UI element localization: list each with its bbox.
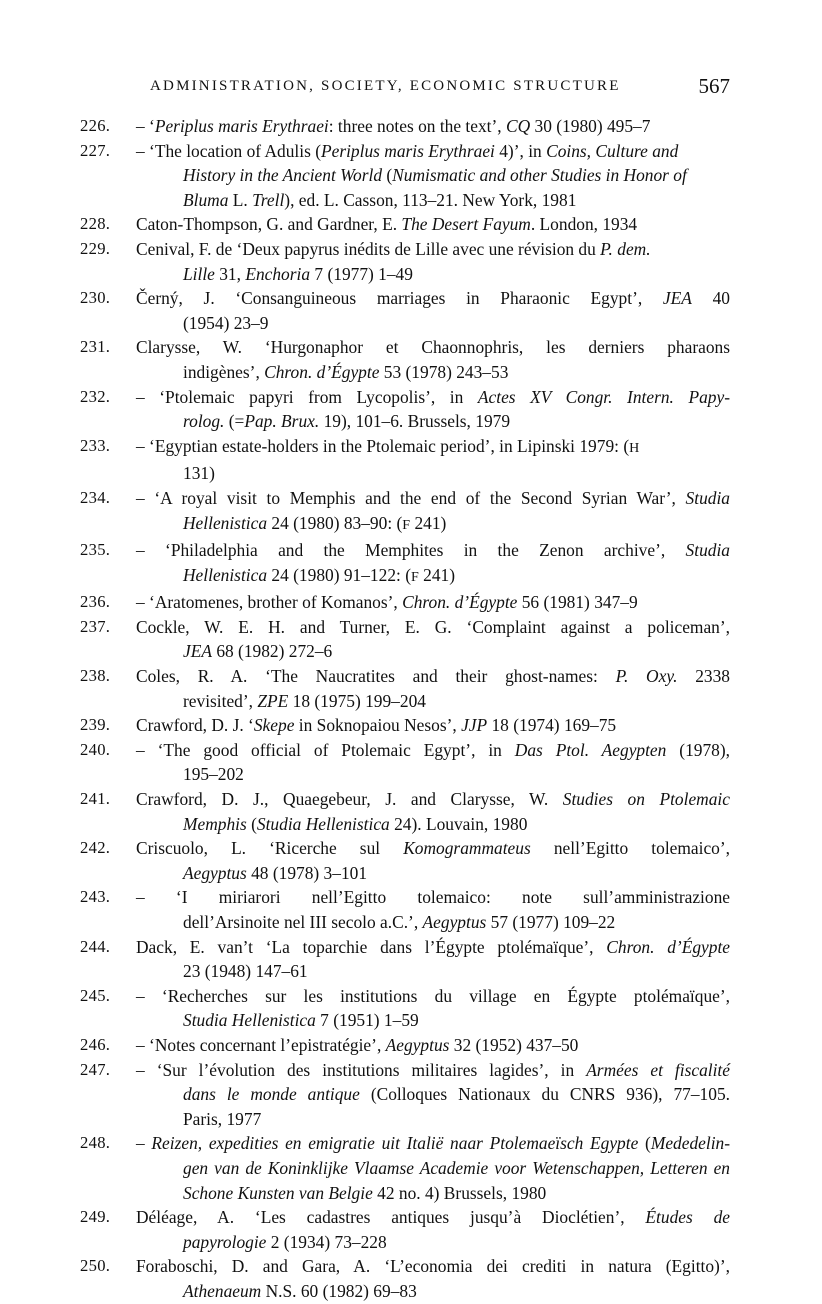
entry-continuation-line (136, 1279, 730, 1304)
entry-text: – ‘Aratomenes, brother of Komanos’, (136, 592, 403, 613)
entry-text: 241) (410, 512, 447, 533)
entry-continuation-line (136, 262, 730, 287)
italic-title: Études de (645, 1207, 730, 1228)
entry-number: 246. (80, 1034, 111, 1054)
entry-line (136, 139, 730, 164)
entry-continuation-line (136, 563, 730, 591)
entry-text: 7 (1977) 1–49 (310, 263, 413, 284)
entry-text: 241) (418, 564, 456, 585)
italic-title: Periplus maris Erythraei (154, 116, 329, 136)
entry-line (136, 286, 730, 311)
entry-text: Criscuolo, L. ‘Ricerche sul (136, 838, 404, 859)
entry-text: 4)’, in (494, 140, 547, 161)
italic-title: Aegyptus (422, 912, 487, 932)
entry-text: dell’Arsinoite nel III secolo a.C.’, (183, 912, 423, 932)
entry-line (136, 212, 730, 237)
entry-continuation-line (136, 861, 730, 886)
entry-line (136, 1131, 730, 1156)
entry-text: 195–202 (183, 764, 244, 785)
entry-text: 32 (1952) 437–50 (449, 1034, 579, 1055)
entry-text: Cockle, W. E. H. and Turner, E. G. ‘Complaint against a policeman’, (136, 616, 730, 637)
bibliography-entry (80, 590, 730, 615)
italic-title: Studia (685, 487, 730, 508)
entry-text: Crawford, D. J., Quaegebeur, J. and Clarysse, W. (136, 789, 563, 810)
entry-text: 131) (183, 463, 215, 484)
bibliography-entry (80, 385, 730, 434)
entry-text: Caton-Thompson, G. and Gardner, E. (136, 214, 402, 235)
entry-text: ( (246, 813, 257, 834)
bibliography-entry (80, 1033, 730, 1058)
entry-number: 226. (80, 116, 111, 135)
entry-text: – ‘Ptolemaic papyri from Lycopolis’, in (136, 386, 478, 407)
entry-text: 24 (1980) 91–122: ( (267, 564, 411, 585)
entry-line (136, 335, 730, 360)
italic-title: JEA (662, 288, 692, 309)
entry-line (136, 615, 730, 640)
entry-text: revisited’, (183, 690, 258, 711)
entry-text: 68 (1982) 272–6 (211, 641, 333, 662)
entry-line (136, 713, 730, 738)
entry-number: 249. (80, 1207, 111, 1227)
entry-text: 30 (1980) 495–7 (530, 116, 651, 136)
bibliography-entry (80, 538, 730, 590)
bibliography-entry (80, 787, 730, 836)
entry-line (136, 486, 730, 511)
entry-text: (1978), (666, 739, 730, 760)
entry-number: 231. (80, 337, 111, 357)
entry-number: 230. (80, 288, 111, 308)
italic-title: Mededelin- (650, 1133, 731, 1154)
entry-text: (Colloques Nationaux du CNRS 936), 77–105. (359, 1084, 730, 1105)
entry-text: – ‘Recherches sur les institutions du village en Égypte ptolémaïque’, (136, 985, 730, 1006)
entry-line (136, 538, 730, 563)
italic-title: papyrologie (183, 1231, 267, 1252)
entry-number: 229. (80, 238, 111, 258)
entry-continuation-line (136, 689, 730, 714)
italic-title: Hellenistica (183, 512, 268, 533)
bibliography-entry (80, 434, 730, 486)
entry-continuation-line (136, 762, 730, 787)
entry-continuation-line (136, 1008, 730, 1033)
entry-number: 232. (80, 386, 111, 406)
italic-title: Athenaeum (183, 1280, 262, 1301)
entry-text: 42 no. 4) Brussels, 1980 (372, 1182, 547, 1203)
entry-number: 228. (80, 214, 111, 234)
entry-line (136, 114, 730, 139)
entry-text: 24). Louvain, 1980 (389, 813, 528, 834)
entry-continuation-line (136, 812, 730, 837)
entry-text: – ‘A royal visit to Memphis and the end of the Second Syrian War’, (136, 487, 686, 508)
entry-text: – ‘The good official of Ptolemaic Egypt’, in (136, 739, 515, 760)
entry-continuation-line (136, 1107, 730, 1132)
entry-text: 18 (1974) 169–75 (487, 715, 617, 736)
entry-text: ( (382, 165, 393, 186)
bibliography-entry (80, 286, 730, 335)
small-caps-ref: F (411, 569, 419, 585)
entry-text: Déléage, A. ‘Les cadastres antiques jusqu’à Dioclétien’, (136, 1207, 646, 1228)
entry-number: 250. (80, 1256, 111, 1276)
bibliography-entry (80, 836, 730, 885)
bibliography-entry (80, 486, 730, 538)
italic-title: Reizen, expedities en emigratie uit Italië naar Ptolemaeïsch Egypte (151, 1133, 639, 1154)
entry-text: ), ed. L. Casson, 113–21. New York, 1981 (284, 189, 577, 210)
entry-text: – ‘I miriarori nell’Egitto tolemaico: note sull’amministrazione (136, 887, 730, 908)
bibliography-entry (80, 114, 730, 139)
italic-title: Schone Kunsten van Belgie (183, 1182, 373, 1203)
entry-number: 242. (80, 838, 111, 858)
italic-title: Numismatic and other Studies in Honor of (392, 165, 687, 186)
italic-title: Bluma (183, 189, 229, 210)
entry-text: Cenival, F. de ‘Deux papyrus inédits de Lille avec une révision du (136, 238, 601, 259)
entry-text: 53 (1978) 243–53 (379, 361, 509, 382)
italic-title: Studia Hellenistica (183, 1010, 316, 1031)
italic-title: Chron. d’Égypte (264, 361, 380, 382)
entry-text: 57 (1977) 109–22 (486, 912, 616, 932)
entry-text: 2338 (677, 666, 730, 687)
entry-number: 234. (80, 487, 111, 507)
entry-line (136, 1254, 730, 1279)
italic-title: Armées et fiscalité (586, 1059, 730, 1080)
page-number: 567 (698, 74, 730, 98)
entry-continuation-line (136, 1082, 730, 1107)
italic-title: Aegyptus (385, 1034, 450, 1055)
entry-text: Coles, R. A. ‘The Naucratites and their ghost-names: (136, 666, 616, 687)
italic-title: Das Ptol. Aegypten (514, 739, 667, 760)
italic-title: Periplus maris Erythraei (320, 140, 495, 161)
italic-title: Actes XV Congr. Intern. Papy- (477, 386, 730, 407)
italic-title: Komogrammateus (403, 838, 531, 859)
entry-number: 244. (80, 936, 111, 956)
entry-line (136, 1205, 730, 1230)
bibliography-entry (80, 335, 730, 384)
entry-text: – (136, 1133, 152, 1154)
entry-continuation-line (136, 360, 730, 385)
italic-title: Hellenistica (183, 564, 268, 585)
entry-line (136, 885, 730, 910)
entry-text: – ‘Sur l’évolution des institutions militaires lagides’, in (136, 1059, 587, 1080)
italic-title: Lille (183, 263, 215, 284)
entry-number: 236. (80, 592, 111, 612)
entry-number: 239. (80, 715, 111, 735)
entry-text: : three notes on the text’, (328, 116, 506, 136)
entry-text: L. (228, 189, 253, 210)
entry-line (136, 1058, 730, 1083)
entry-line (136, 590, 730, 615)
entry-text: 31, (214, 263, 246, 284)
entry-continuation-line (136, 910, 730, 935)
entry-text: in Soknopaiou Nesos’, (294, 715, 462, 736)
entry-number: 233. (80, 435, 111, 455)
entry-line (136, 1033, 730, 1058)
entry-line (136, 237, 730, 262)
bibliography-entry (80, 139, 730, 213)
entry-text: Crawford, D. J. ‘ (136, 715, 254, 736)
entry-number: 240. (80, 739, 111, 759)
entry-text: (1954) 23–9 (183, 312, 269, 333)
italic-title: Aegyptus (183, 862, 247, 883)
entry-text: ( (638, 1133, 651, 1154)
entry-number: 247. (80, 1059, 111, 1079)
entry-text: . London, 1934 (530, 214, 638, 235)
entry-text: 56 (1981) 347–9 (517, 592, 638, 613)
entry-line (136, 836, 730, 861)
entry-text: indigènes’, (183, 361, 265, 382)
italic-title: Studia Hellenistica (256, 813, 390, 834)
entry-continuation-line (136, 461, 730, 486)
entry-continuation-line (136, 1230, 730, 1255)
italic-title: Studies on Ptolemaic (562, 789, 730, 810)
entry-text: (= (224, 411, 245, 432)
italic-title: Chron. d’Égypte (606, 936, 730, 957)
entry-line (136, 664, 730, 689)
running-title: ADMINISTRATION, SOCIETY, ECONOMIC STRUCTURE (150, 78, 621, 94)
italic-title: P. Oxy. (615, 666, 678, 687)
italic-title: JJP (461, 715, 488, 736)
entry-text: Foraboschi, D. and Gara, A. ‘L’economia dei crediti in natura (Egitto)’, (136, 1256, 730, 1277)
entry-number: 227. (80, 140, 111, 160)
entry-continuation-line (136, 639, 730, 664)
italic-title: dans le monde antique (183, 1084, 360, 1105)
entry-number: 238. (80, 666, 111, 686)
entry-continuation-line (136, 188, 730, 213)
entry-continuation-line (136, 311, 730, 336)
entry-continuation-line (136, 409, 730, 434)
entry-line (136, 935, 730, 960)
entry-line (136, 385, 730, 410)
entry-number: 235. (80, 540, 111, 560)
entry-text: Clarysse, W. ‘Hurgonaphor et Chaonnophris, les derniers pharaons (136, 337, 730, 358)
bibliography-entry (80, 1131, 730, 1205)
bibliography-entry (80, 885, 730, 934)
entry-line (136, 984, 730, 1009)
entry-text: – ‘ (136, 116, 155, 136)
entry-number: 245. (80, 985, 111, 1005)
bibliography-entry (80, 984, 730, 1033)
entry-text: 19), 101–6. Brussels, 1979 (319, 411, 511, 432)
italic-title: JEA (183, 641, 212, 662)
italic-title: Coins, Culture and (546, 140, 679, 161)
bibliography-entry (80, 738, 730, 787)
entry-continuation-line (136, 163, 730, 188)
italic-title: ZPE (257, 690, 289, 711)
entry-continuation-line (136, 1181, 730, 1206)
bibliography-entry (80, 1205, 730, 1254)
small-caps-ref: H (629, 440, 640, 456)
italic-title: Pap. Brux. (244, 411, 320, 432)
entry-text: 7 (1951) 1–59 (315, 1010, 419, 1031)
italic-title: Skepe (253, 715, 295, 736)
entry-line (136, 738, 730, 763)
entry-text: – ‘Philadelphia and the Memphites in the Zenon archive’, (136, 540, 686, 561)
bibliography-entry (80, 713, 730, 738)
entry-number: 243. (80, 887, 111, 907)
bibliography-entry (80, 1058, 730, 1132)
bibliography-list (80, 114, 730, 1304)
entry-text: Paris, 1977 (183, 1108, 262, 1129)
entry-text: 40 (691, 288, 730, 309)
italic-title: Chron. d’Égypte (402, 592, 518, 613)
entry-text: – ‘Egyptian estate-holders in the Ptolemaic period’, in Lipinski 1979: ( (136, 435, 630, 456)
italic-title: P. dem. (600, 238, 651, 259)
entry-text: 48 (1978) 3–101 (246, 862, 368, 883)
entry-text: – ‘The location of Adulis ( (136, 140, 321, 161)
italic-title: Trell (252, 189, 285, 210)
entry-continuation-line (136, 959, 730, 984)
italic-title: gen van de Koninklijke Vlaamse Academie voor Wetenschappen, Letteren en (183, 1157, 730, 1178)
entry-number: 248. (80, 1133, 111, 1153)
italic-title: CQ (506, 116, 531, 136)
entry-number: 241. (80, 789, 111, 809)
italic-title: Studia (685, 540, 730, 561)
entry-text: N.S. 60 (1982) 69–83 (261, 1280, 417, 1301)
entry-line (136, 434, 730, 462)
entry-text: – ‘Notes concernant l’epistratégie’, (136, 1034, 386, 1055)
bibliography-entry (80, 237, 730, 286)
entry-continuation-line (136, 511, 730, 539)
entry-text: 24 (1980) 83–90: ( (267, 512, 403, 533)
italic-title: The Desert Fayum (401, 214, 531, 235)
italic-title: Memphis (183, 813, 247, 834)
bibliography-entry (80, 664, 730, 713)
entry-text: Dack, E. van’t ‘La toparchie dans l’Égypte ptolémaïque’, (136, 936, 607, 957)
entry-line (136, 787, 730, 812)
entry-text: nell’Egitto tolemaico’, (530, 838, 730, 859)
italic-title: rolog. (183, 411, 225, 432)
running-head (150, 76, 730, 104)
bibliography-entry (80, 935, 730, 984)
small-caps-ref: F (402, 517, 411, 533)
bibliography-entry (80, 1254, 730, 1303)
italic-title: Enchoria (245, 263, 311, 284)
entry-text: Černý, J. ‘Consanguineous marriages in Pharaonic Egypt’, (136, 288, 663, 309)
entry-number: 237. (80, 616, 111, 636)
italic-title: History in the Ancient World (183, 165, 383, 186)
entry-text: 18 (1975) 199–204 (288, 690, 426, 711)
entry-text: 23 (1948) 147–61 (183, 961, 308, 982)
entry-text: 2 (1934) 73–228 (266, 1231, 387, 1252)
bibliography-entry (80, 615, 730, 664)
entry-continuation-line (136, 1156, 730, 1181)
bibliography-entry (80, 212, 730, 237)
